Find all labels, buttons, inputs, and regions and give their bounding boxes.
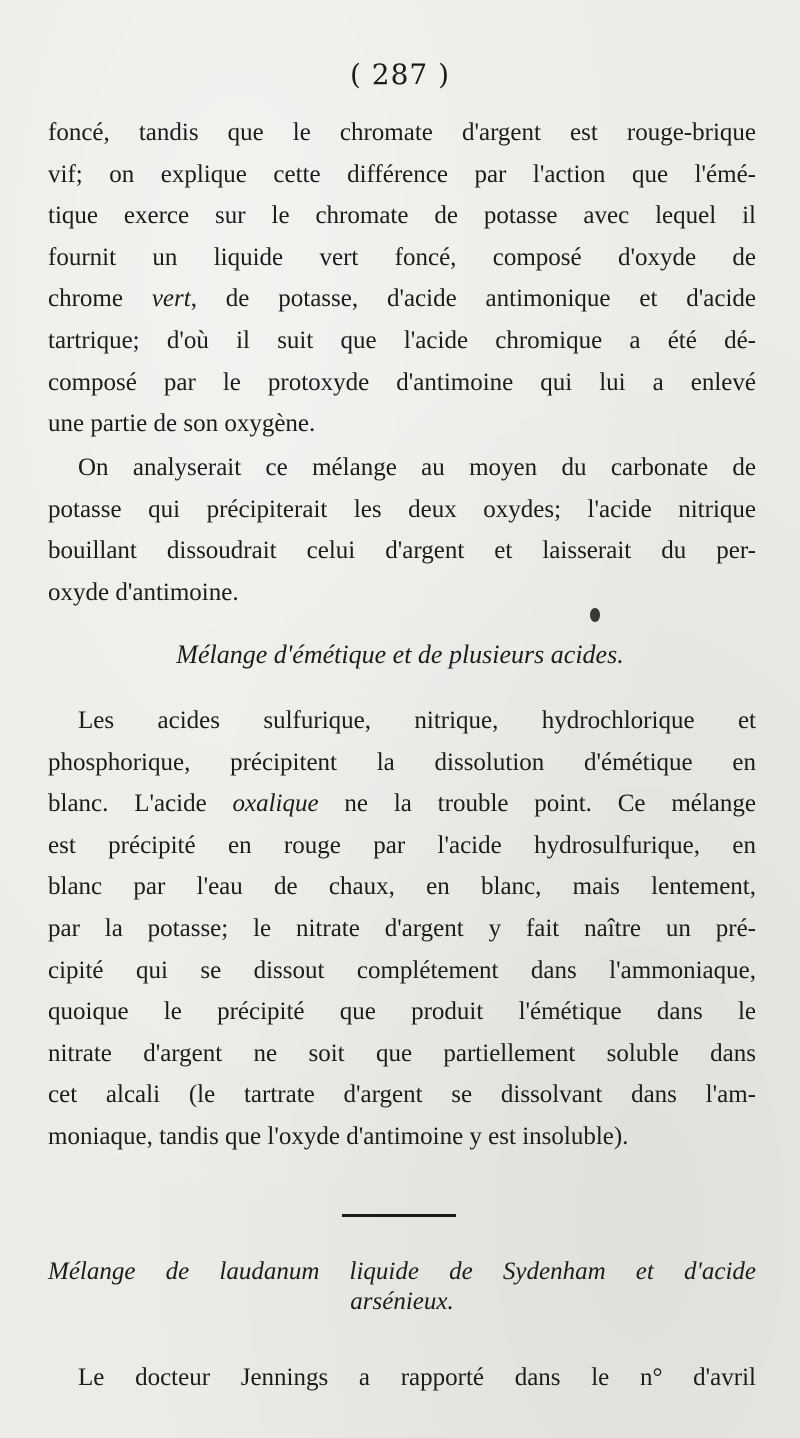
section-heading-emetique: Mélange d'émétique et de plusieurs acides. xyxy=(176,640,624,669)
text-line: vif; on explique cette différence par l'action que l'émé- xyxy=(48,160,756,188)
text-line: par la potasse; le nitrate d'argent y fait naître un pré- xyxy=(48,914,756,942)
text-line: est précipité en rouge par l'acide hydrosulfurique, en xyxy=(48,831,756,859)
ink-spot xyxy=(590,608,600,622)
text-segment: , de potasse, d'acide antimonique et d'acide xyxy=(190,285,756,313)
text-line xyxy=(48,783,756,825)
text-line: oxyde d'antimoine. xyxy=(48,578,239,606)
page-number: ( 287 ) xyxy=(349,58,451,91)
text-segment: chrome xyxy=(48,285,152,313)
text-segment: blanc. L'acide xyxy=(48,790,233,818)
heading-line: Mélange de laudanum liquide de Sydenham et d'acide xyxy=(48,1258,756,1285)
text-line: nitrate d'argent ne soit que partiellement soluble dans xyxy=(48,1039,756,1067)
text-line: cipité qui se dissout complétement dans l'ammoniaque, xyxy=(48,956,756,984)
paragraph-acides xyxy=(48,700,756,1158)
paragraph-chromate xyxy=(48,112,756,445)
text-line: Les acides sulfurique, nitrique, hydrochlorique et xyxy=(78,707,756,734)
text-line: foncé, tandis que le chromate d'argent est rouge-brique xyxy=(48,119,756,146)
paragraph-jennings xyxy=(48,1357,756,1399)
text-line: moniaque, tandis que l'oxyde d'antimoine y est insoluble). xyxy=(48,1122,629,1150)
text-line: Le docteur Jennings a rapporté dans le n° d'avril xyxy=(78,1364,756,1391)
italic-word: oxalique xyxy=(232,790,319,818)
section-divider xyxy=(342,1214,456,1217)
text-line: On analyserait ce mélange au moyen du carbonate de xyxy=(78,454,756,481)
text-line: composé par le protoxyde d'antimoine qui lui a enlevé xyxy=(48,368,756,396)
text-line: une partie de son oxygène. xyxy=(48,410,316,438)
italic-word: vert xyxy=(151,285,191,313)
text-line: cet alcali (le tartrate d'argent se dissolvant dans l'am- xyxy=(48,1081,756,1109)
text-line xyxy=(48,278,756,320)
paragraph-analysis xyxy=(48,447,756,613)
text-line: potasse qui précipiterait les deux oxydes; l'acide nitrique xyxy=(48,495,756,523)
text-line: bouillant dissoudrait celui d'argent et laisserait du per- xyxy=(48,537,756,565)
text-segment: ne la trouble point. Ce mélange xyxy=(318,790,756,818)
heading-line: arsénieux. xyxy=(350,1288,454,1315)
text-line: fournit un liquide vert foncé, composé d'oxyde de xyxy=(48,243,756,271)
text-line: tartrique; d'où il suit que l'acide chromique a été dé- xyxy=(48,326,756,354)
text-line: phosphorique, précipitent la dissolution d'émétique en xyxy=(48,748,756,776)
text-line: quoique le précipité que produit l'émétique dans le xyxy=(48,998,756,1026)
text-line: tique exerce sur le chromate de potasse avec lequel il xyxy=(48,202,756,230)
section-heading-laudanum xyxy=(48,1257,756,1317)
text-line: blanc par l'eau de chaux, en blanc, mais lentement, xyxy=(48,873,756,901)
